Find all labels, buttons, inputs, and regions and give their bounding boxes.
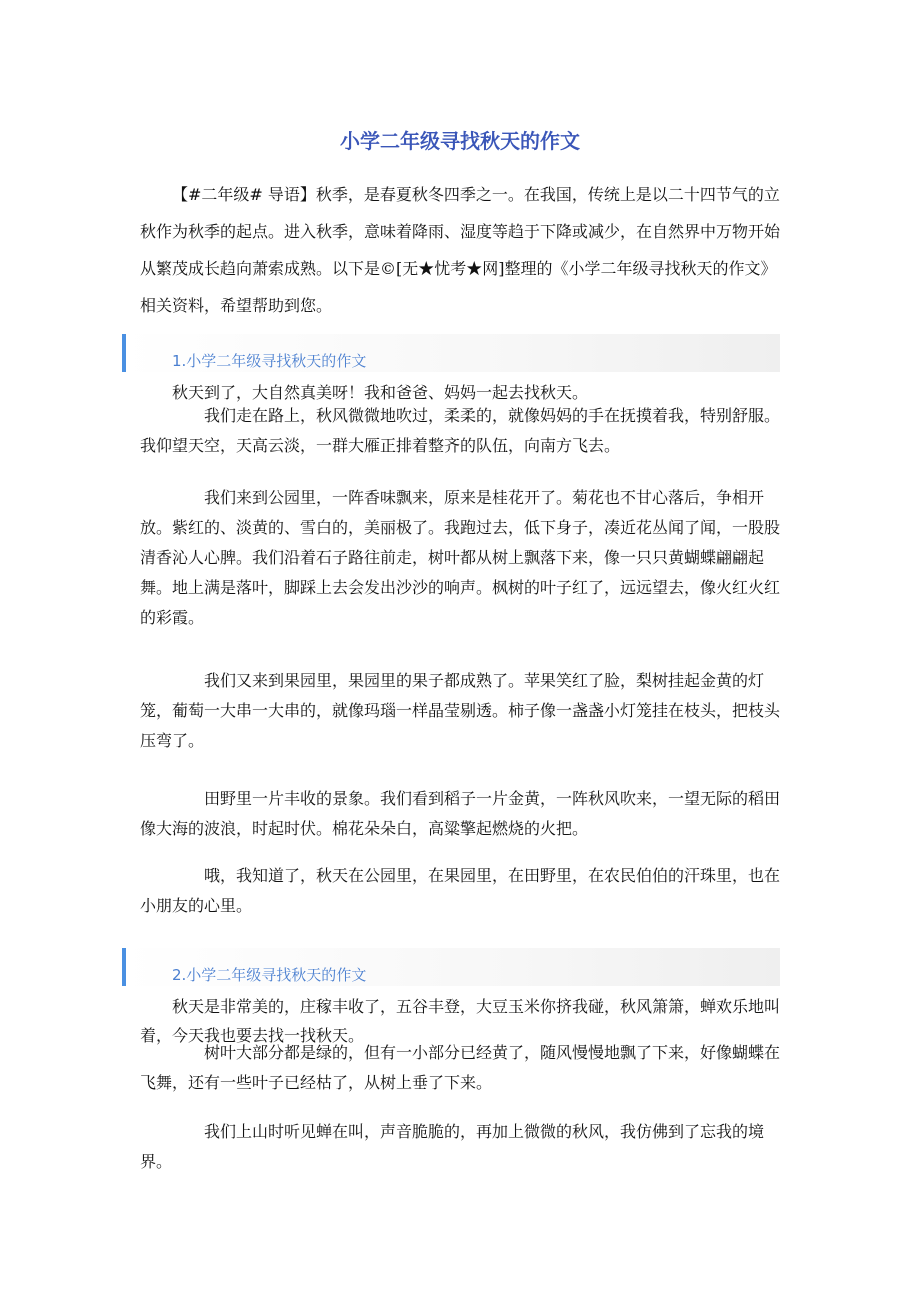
section-1-header — [122, 334, 780, 372]
intro-paragraph: 【#二年级# 导语】秋季，是春夏秋冬四季之一。在我国，传统上是以二十四节气的立秋作为秋季的起点。进入秋季，意味着降雨、湿度等趋于下降或减少，在自然界中万物开始从繁茂成长趋向萧索成熟。以下是©[无★忧考★网]整理的《小学二年级寻找秋天的作文》相关资料，希望帮助到您。 — [140, 185, 781, 315]
section-accent-bar — [122, 948, 126, 986]
section-1-paragraph-1: 秋天到了，大自然真美呀！我和爸爸、妈妈一起去找秋天。 — [172, 383, 589, 402]
page-title: 小学二年级寻找秋天的作文 — [340, 129, 580, 153]
section-2-heading: 2.小学二年级寻找秋天的作文 — [172, 966, 367, 984]
section-2-paragraph-2: 树叶大部分都是绿的，但有一小部分已经黄了，随风慢慢地飘了下来，好像蝴蝶在飞舞，还有一些叶子已经枯了，从树上垂了下来。 — [140, 1043, 781, 1092]
section-1-heading: 1.小学二年级寻找秋天的作文 — [172, 352, 367, 370]
section-2-header — [122, 948, 780, 986]
section-1-paragraph-3: 我们来到公园里，一阵香味飘来，原来是桂花开了。菊花也不甘心落后，争相开放。紫红的、淡黄的、雪白的，美丽极了。我跑过去，低下身子，凑近花丛闻了闻，一股股清香沁人心脾。我们沿着石子路往前走，树叶都从树上飘落下来，像一只只黄蝴蝶翩翩起舞。地上满是落叶，脚踩上去会发出沙沙的响声。枫树的叶子红了，远远望去，像火红火红的彩霞。 — [140, 488, 781, 627]
section-1-paragraph-6: 哦，我知道了，秋天在公园里，在果园里，在田野里，在农民伯伯的汗珠里，也在小朋友的心里。 — [140, 866, 781, 915]
section-1-paragraph-2: 我们走在路上，秋风微微地吹过，柔柔的，就像妈妈的手在抚摸着我，特别舒服。我仰望天空，天高云淡，一群大雁正排着整齐的队伍，向南方飞去。 — [140, 406, 781, 455]
section-accent-bar — [122, 334, 126, 372]
section-1-paragraph-5: 田野里一片丰收的景象。我们看到稻子一片金黄，一阵秋风吹来，一望无际的稻田像大海的波浪，时起时伏。棉花朵朵白，高粱擎起燃烧的火把。 — [140, 789, 781, 838]
section-2-paragraph-1: 秋天是非常美的，庄稼丰收了，五谷丰登，大豆玉米你挤我碰，秋风箫箫，蝉欢乐地叫着，今天我也要去找一找秋天。 — [140, 997, 781, 1045]
section-1-paragraph-4: 我们又来到果园里，果园里的果子都成熟了。苹果笑红了脸，梨树挂起金黄的灯笼，葡萄一大串一大串的，就像玛瑙一样晶莹剔透。柿子像一盏盏小灯笼挂在枝头，把枝头压弯了。 — [140, 671, 781, 750]
section-2-paragraph-3: 我们上山时听见蝉在叫，声音脆脆的，再加上微微的秋风，我仿佛到了忘我的境界。 — [140, 1122, 765, 1171]
